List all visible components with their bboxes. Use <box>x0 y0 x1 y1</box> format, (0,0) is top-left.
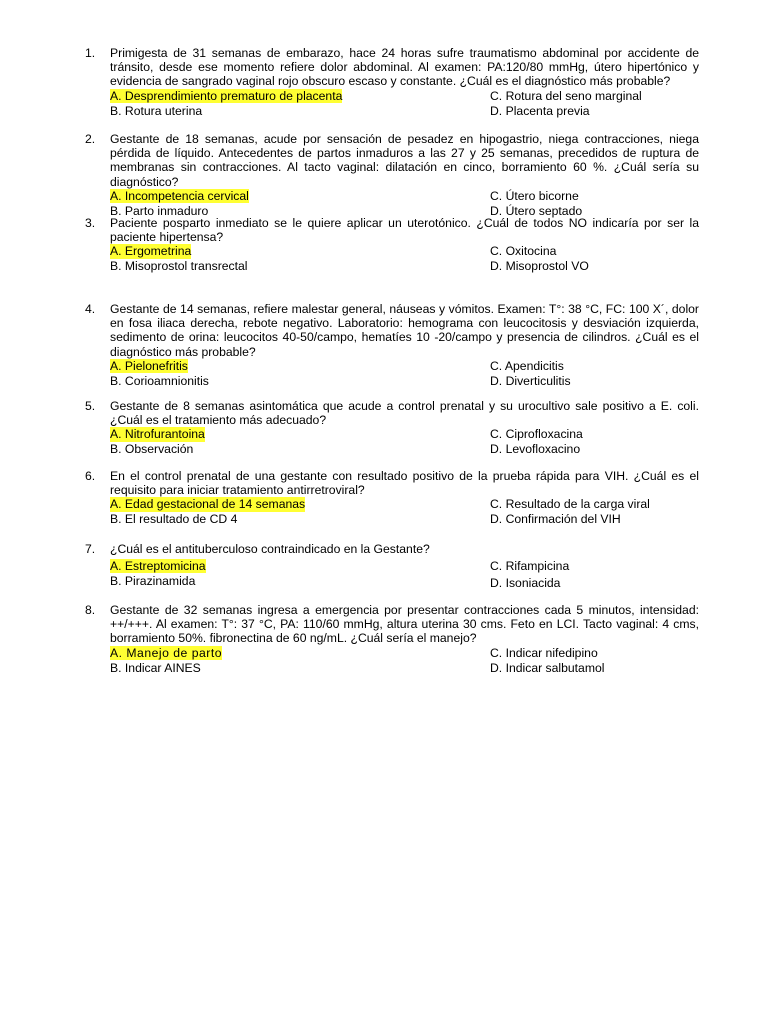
question-5 <box>85 399 699 457</box>
question-4 <box>85 302 699 389</box>
question-stem: Gestante de 32 semanas ingresa a emergencia por presentar contracciones cada 5 minutos, intensidad: ++/+++. Al examen: T°: 37 °C, PA: 110/60 mmHg, altura uterina 30 cms. Feto en LCI. Tacto vaginal: 4 cms, borramiento 50%. fibronectina de 60 ng/mL. ¿Cuál sería el manejo? <box>110 603 699 646</box>
question-number: 1. <box>85 46 96 60</box>
option-b: B. Parto inmaduro <box>110 203 209 218</box>
question-stem: Gestante de 18 semanas, acude por sensación de pesadez en hipogastrio, niega contracciones, niega pérdida de líquido. Antecedentes de partos inmaduros a las 27 y 25 semanas, precedidos de ruptura de membranas sin contracciones. Al tacto vaginal: dilatación en cinco, borramiento 60 %. ¿Cuál sería su diagnóstico? <box>110 132 699 189</box>
question-8 <box>85 603 699 676</box>
options <box>110 427 699 457</box>
question-1 <box>85 46 699 119</box>
option-d: D. Levofloxacino <box>490 442 581 457</box>
question-stem: Gestante de 8 semanas asintomática que acude a control prenatal y su urocultivo sale positivo a E. coli. ¿Cuál es el tratamiento más adecuado? <box>110 399 699 428</box>
options <box>110 189 699 219</box>
option-a: A. Edad gestacional de 14 semanas <box>110 497 306 512</box>
option-a: A. Estreptomicina <box>110 559 206 574</box>
option-a: A. Manejo de parto <box>110 645 222 660</box>
option-a: A. Ergometrina <box>110 244 192 259</box>
option-d: D. Placenta previa <box>490 103 590 118</box>
option-d: D. Misoprostol VO <box>490 259 589 274</box>
option-d: D. Indicar salbutamol <box>490 660 605 675</box>
option-c: C. Ciprofloxacina <box>490 427 583 442</box>
option-b: B. Indicar AINES <box>110 660 201 675</box>
option-b: B. Rotura uterina <box>110 103 203 118</box>
option-c: C. Apendicitis <box>490 358 564 373</box>
question-number: 6. <box>85 469 96 483</box>
question-7 <box>85 542 699 589</box>
question-2 <box>85 132 699 219</box>
question-stem: ¿Cuál es el antituberculoso contraindicado en la Gestante? <box>110 542 430 556</box>
option-c: C. Rifampicina <box>490 559 570 574</box>
question-number: 2. <box>85 132 96 146</box>
option-c: C. Útero bicorne <box>490 188 579 203</box>
option-a: A. Pielonefritis <box>110 358 188 373</box>
option-c: C. Indicar nifedipino <box>490 645 598 660</box>
option-c: C. Rotura del seno marginal <box>490 88 642 103</box>
option-b: B. Pirazinamida <box>110 574 196 589</box>
options <box>110 359 699 389</box>
option-b: B. Observación <box>110 442 194 457</box>
question-number: 3. <box>85 216 96 230</box>
option-d: D. Útero septado <box>490 203 583 218</box>
question-stem: Gestante de 14 semanas, refiere malestar general, náuseas y vómitos. Examen: T°: 38 °C, FC: 100 X´, dolor en fosa iliaca derecha, rebote negativo. Laboratorio: hemograma con leucocitosis y desviación izquierda, sedimento de orina: leucocitos 40-50/campo, hematíes 10 -20/campo y presencia de cilindros. ¿Cuál es el diagnóstico más probable? <box>110 302 699 359</box>
option-c: C. Resultado de la carga viral <box>490 497 650 512</box>
options <box>110 497 699 527</box>
option-d: D. Confirmación del VIH <box>490 512 621 527</box>
options <box>110 646 699 676</box>
question-number: 8. <box>85 603 96 617</box>
option-b: B. Misoprostol transrectal <box>110 259 248 274</box>
question-stem: En el control prenatal de una gestante con resultado positivo de la prueba rápida para VIH. ¿Cuál es el requisito para iniciar tratamiento antirretroviral? <box>110 469 699 498</box>
options <box>110 89 699 119</box>
question-3 <box>85 216 699 274</box>
option-b: B. Corioamnionitis <box>110 373 209 388</box>
question-stem: Paciente posparto inmediato se le quiere aplicar un uterotónico. ¿Cuál de todos NO indicaría por ser la paciente hipertensa? <box>110 216 699 245</box>
option-c: C. Oxitocina <box>490 244 557 259</box>
option-a: A. Incompetencia cervical <box>110 188 249 203</box>
question-number: 4. <box>85 302 96 316</box>
question-number: 5. <box>85 399 96 413</box>
options <box>110 244 699 274</box>
option-a: A. Nitrofurantoina <box>110 427 205 442</box>
options <box>110 559 699 589</box>
question-6 <box>85 469 699 527</box>
option-d: D. Diverticulitis <box>490 373 571 388</box>
option-a: A. Desprendimiento prematuro de placenta <box>110 88 343 103</box>
option-b: B. El resultado de CD 4 <box>110 512 238 527</box>
option-d: D. Isoniacida <box>490 576 561 591</box>
question-number: 7. <box>85 542 96 556</box>
question-stem: Primigesta de 31 semanas de embarazo, hace 24 horas sufre traumatismo abdominal por accidente de tránsito, desde ese momento refiere dolor abdominal. Al examen: PA:120/80 mmHg, útero hipertónico y evidencia de sangrado vaginal rojo obscuro escaso y constante. ¿Cuál es el diagnóstico más probable? <box>110 46 699 89</box>
